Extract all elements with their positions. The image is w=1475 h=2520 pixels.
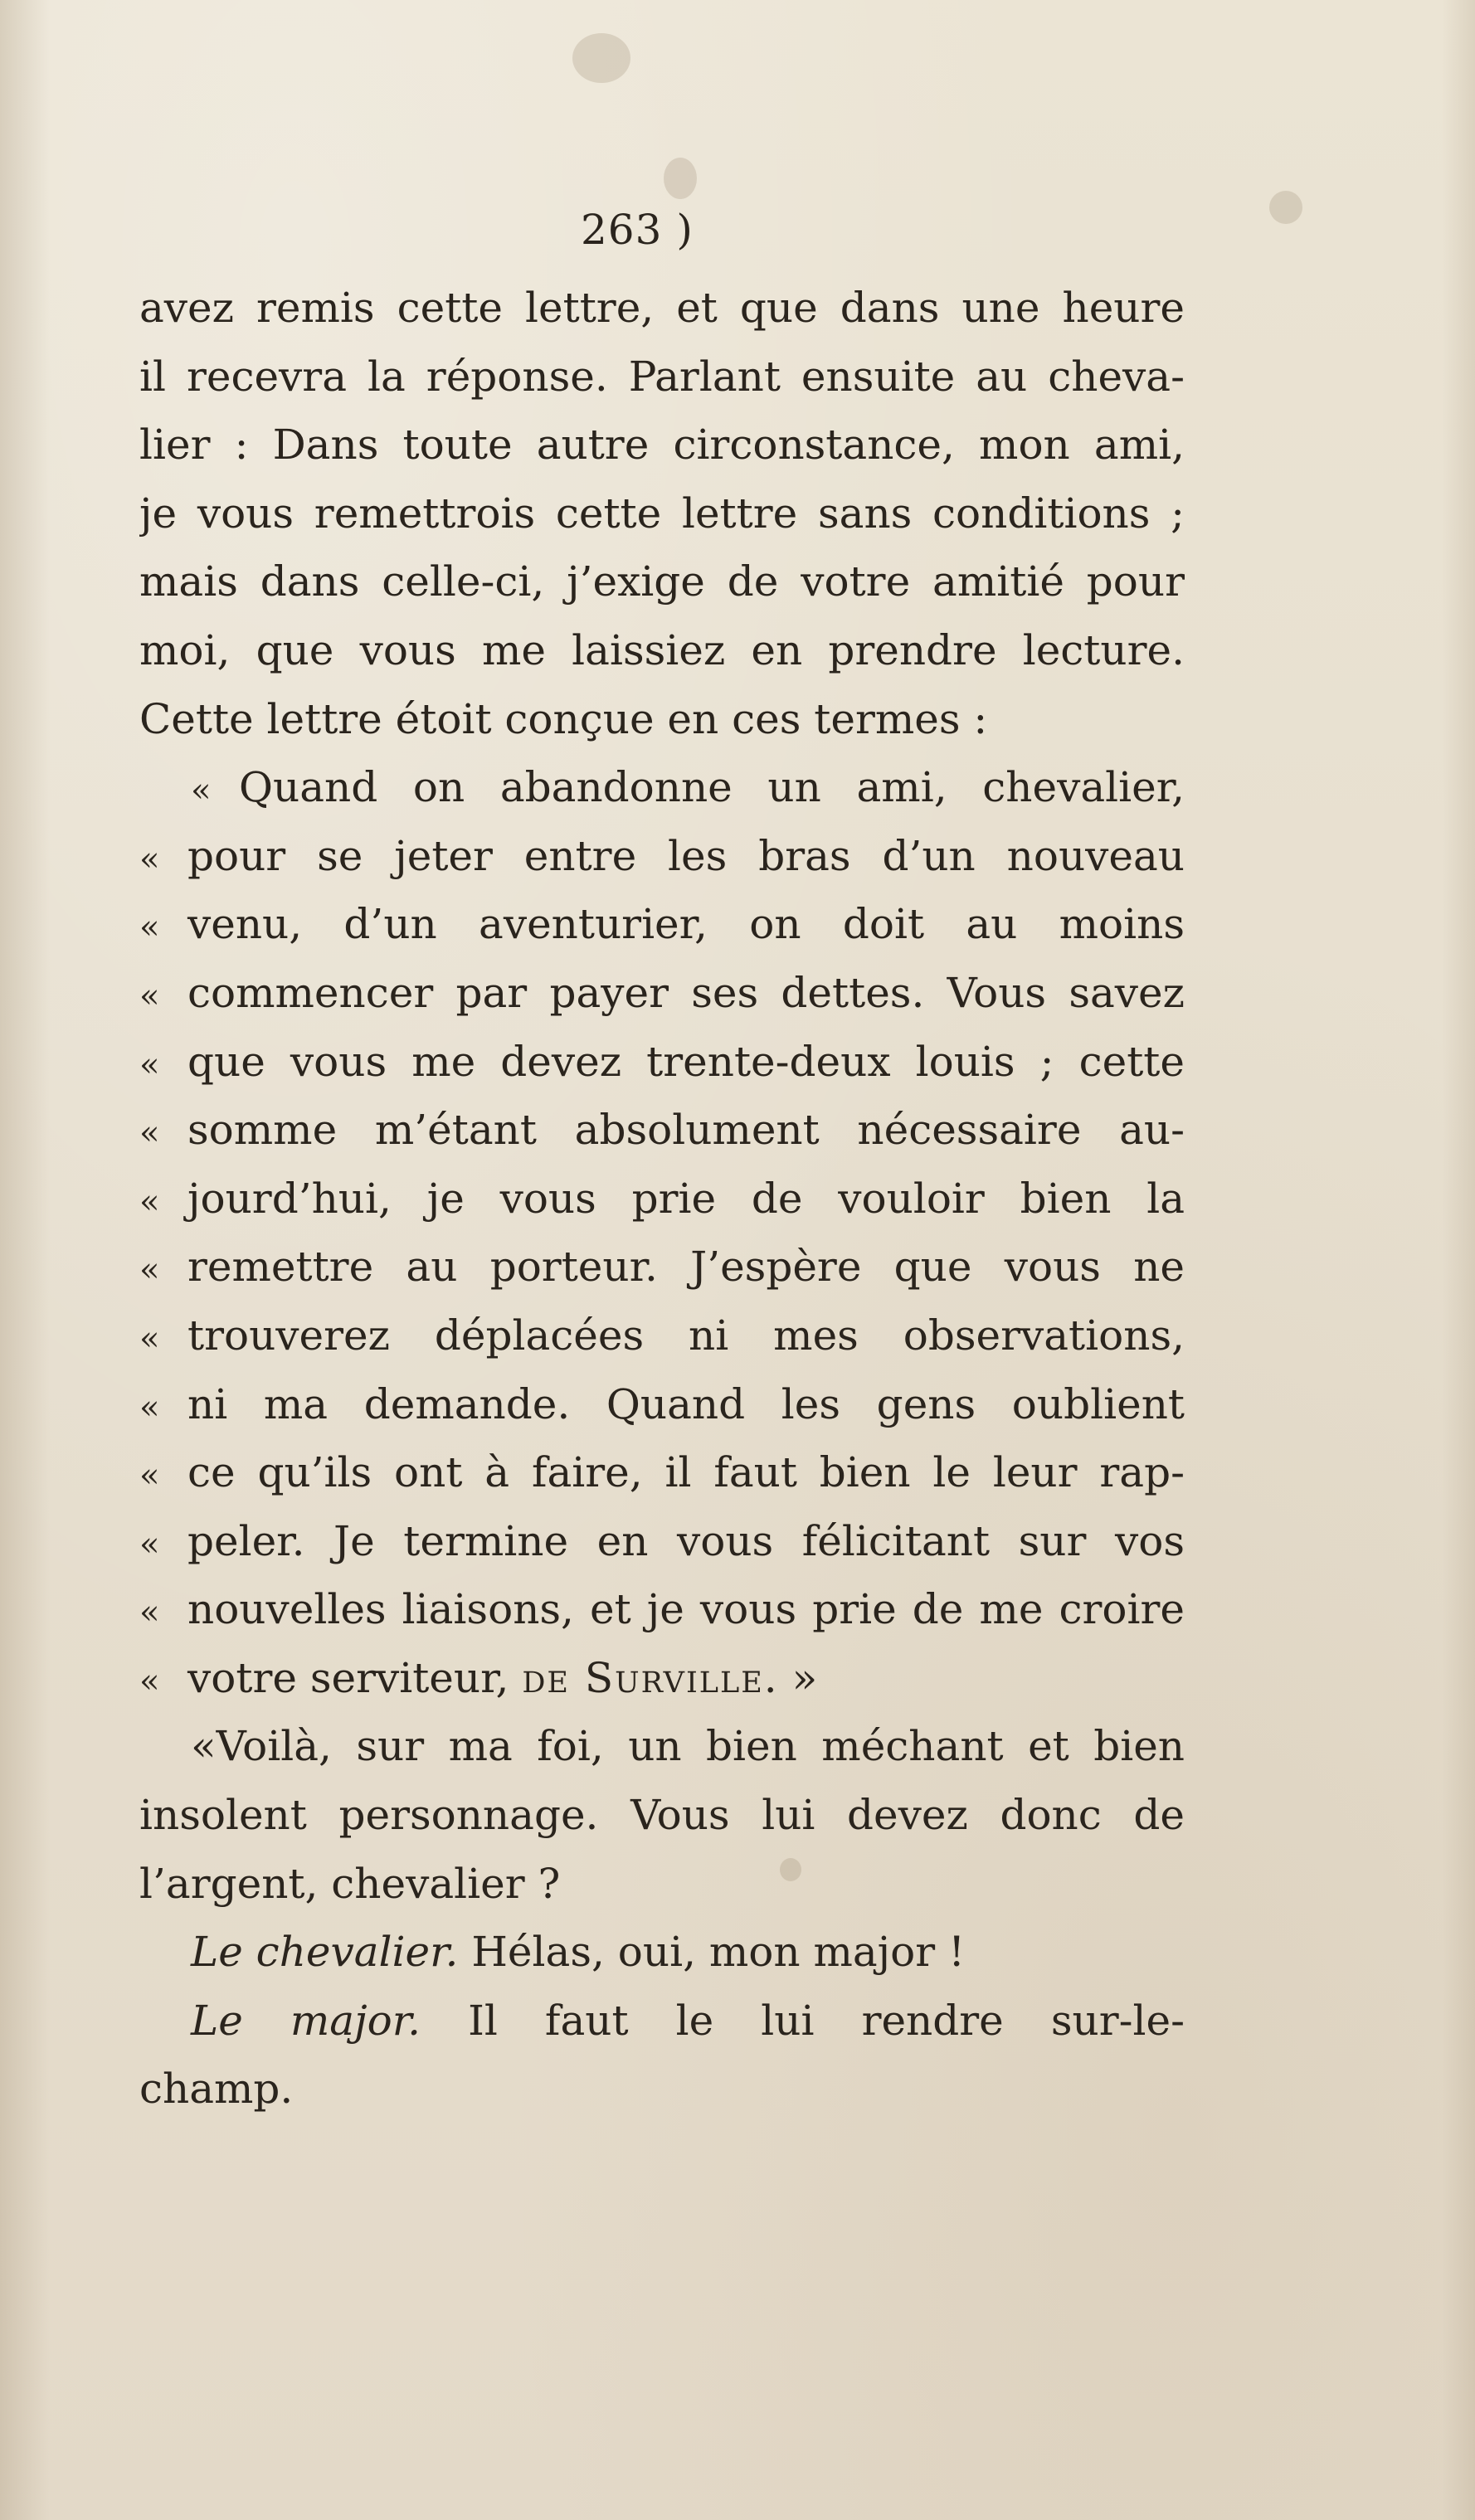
dialogue-line: champ. [139,2065,294,2114]
foxing-spot [664,158,697,199]
letter-line [139,1096,1185,1165]
dialogue-line [139,1712,1185,1781]
letter-line [139,822,1185,891]
letter-line [139,1370,1185,1439]
signature: de Surville. [522,1653,779,1702]
page-number: 263 ) [581,206,694,254]
letter-line [139,890,1185,959]
foxing-spot [1269,191,1302,224]
dialogue-text: Voilà, sur ma foi, un bien méchant et bien [216,1722,1185,1771]
quote-mark: « [139,1045,160,1084]
letter-line-text: ni ma demande. Quand les gens oublient [187,1379,1185,1428]
letter-line-text: que vous me devez trente-deux louis ; cette [187,1037,1185,1086]
letter-line-text: jourd’hui, je vous prie de vouloir bien la [187,1174,1185,1223]
quote-mark: « [139,1319,160,1358]
major-reply: Il faut le lui rendre sur-le- [468,1996,1185,2045]
letter-line-text: venu, d’un aventurier, on doit au moins [187,900,1185,949]
letter-closing-line [139,1644,1185,1713]
letter-line [139,1438,1185,1507]
quote-mark: « [191,771,212,810]
quote-mark: « [139,1593,160,1632]
letter-line-text: pour se jeter entre les bras d’un nouveau [187,831,1185,880]
text-line: lier : Dans toute autre circonstance, mon ami, [139,421,1185,469]
letter-line [139,959,1185,1028]
text-line: il recevra la réponse. Parlant ensuite au cheva- [139,352,1185,401]
speaker-major: Le major. [191,1996,421,2045]
speaker-line [139,1987,1185,2055]
letter-line-text: peler. Je termine en vous félicitant sur vos [187,1516,1185,1565]
dialogue-line: l’argent, chevalier ? [139,1859,561,1908]
text-line: moi, que vous me laissiez en prendre lecture. [139,625,1185,674]
body-text [139,274,1185,2124]
letter-line [139,753,1185,822]
quote-mark: « [139,839,160,878]
text-line: avez remis cette lettre, et que dans une heure [139,284,1185,332]
quote-mark: « [139,1251,160,1290]
closing-quote-mark: » [791,1653,818,1702]
letter-line-text: commencer par payer ses dettes. Vous savez [187,968,1185,1017]
quote-mark: « [139,1182,160,1221]
letter-line [139,1028,1185,1097]
quote-mark: « [139,1457,160,1496]
quote-mark: « [191,1722,217,1771]
letter-line-text: remettre au porteur. J’espère que vous ne [187,1243,1185,1292]
speaker-line [139,1918,1185,1987]
letter-line-text: nouvelles liaisons, et je vous prie de me croire [187,1585,1185,1634]
foxing-spot [572,33,630,83]
quote-mark: « [139,1388,160,1427]
quote-mark: « [139,908,160,947]
letter-line [139,1165,1185,1233]
quote-mark: « [139,1114,160,1153]
speaker-chevalier: Le chevalier. [191,1928,459,1977]
letter-line-text: votre serviteur, [187,1653,509,1702]
text-line: Cette lettre étoit conçue en ces termes : [139,694,988,743]
quote-mark: « [139,1661,160,1700]
text-line: je vous remettrois cette lettre sans conditions ; [139,489,1185,538]
letter-line-text: somme m’étant absolument nécessaire au- [187,1106,1185,1155]
text-line: mais dans celle-ci, j’exige de votre amitié pour [139,557,1185,606]
letter-line-text: ce qu’ils ont à faire, il faut bien le leur rap- [187,1448,1185,1497]
letter-line-text: trouverez déplacées ni mes observations, [187,1311,1185,1360]
dialogue-line: insolent personnage. Vous lui devez donc de [139,1791,1185,1840]
letter-line [139,1507,1185,1576]
letter-line [139,1233,1185,1301]
letter-line [139,1301,1185,1370]
chevalier-reply: Hélas, oui, mon major ! [471,1928,966,1977]
quote-mark: « [139,976,160,1015]
quote-mark: « [139,1525,160,1564]
letter-line-text: Quand on abandonne un ami, chevalier, [239,763,1185,812]
letter-line [139,1575,1185,1644]
